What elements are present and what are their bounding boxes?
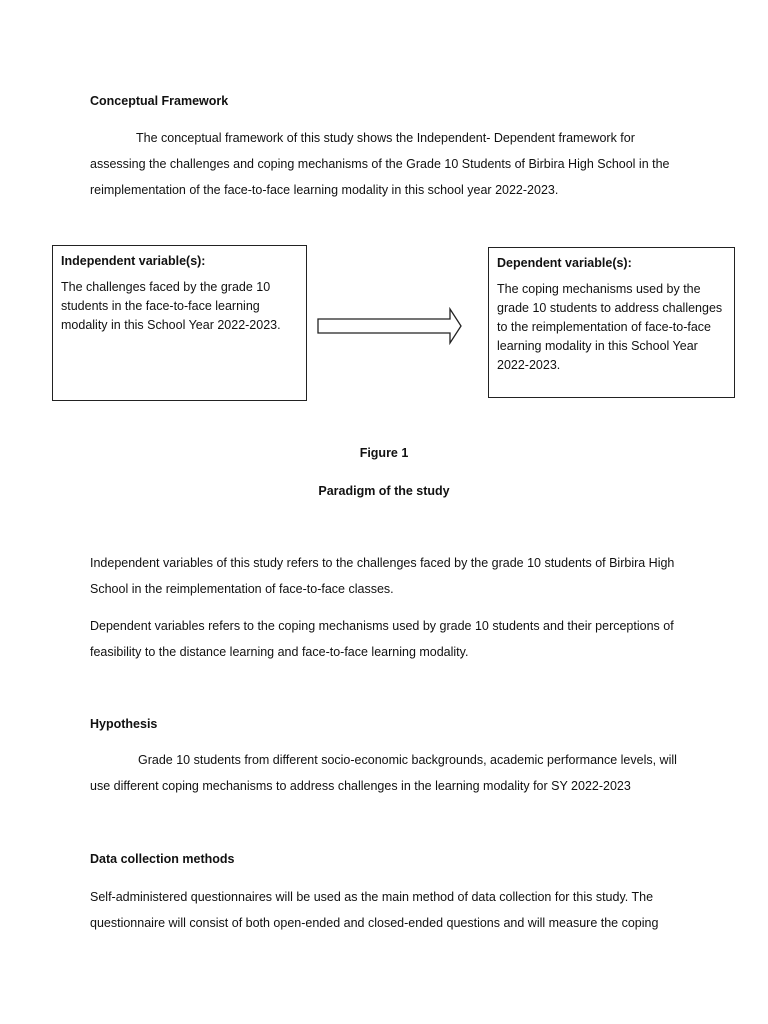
section-heading-conceptual-framework: Conceptual Framework: [90, 94, 229, 108]
dependent-variable-box: [488, 247, 735, 398]
hypothesis-paragraph: Grade 10 students from different socio-economic backgrounds, academic performance levels, will use different coping mechanisms to address challenges in the learning modality for SY 2022-2023: [90, 753, 677, 793]
dependent-variables-paragraph: Dependent variables refers to the coping mechanisms used by grade 10 students and their perceptions of feasibility to the distance learning and face-to-face learning modality.: [90, 619, 674, 659]
independent-variable-title: Independent variable(s):: [61, 254, 206, 268]
section-heading-data-collection: Data collection methods: [90, 852, 235, 866]
independent-variable-body: The challenges faced by the grade 10 students in the face-to-face learning modality in this School Year 2022-2023.: [61, 280, 281, 332]
data-collection-paragraph: Self-administered questionnaires will be used as the main method of data collection for this study. The questionnaire will consist of both open-ended and closed-ended questions and will measure the coping: [90, 890, 659, 930]
dependent-variable-body: The coping mechanisms used by the grade 10 students to address challenges to the reimplementation of face-to-face learning modality in this School Year 2022-2023.: [497, 282, 723, 372]
arrow-right-icon: [316, 307, 464, 345]
conceptual-framework-paragraph: The conceptual framework of this study shows the Independent- Dependent framework for assessing the challenges and coping mechanisms of the Grade 10 Students of Birbira High School in the reimplementation of the face-to-face learning modality in this school year 2022-2023.: [90, 131, 670, 197]
independent-variable-box: [52, 245, 307, 401]
section-heading-hypothesis: Hypothesis: [90, 717, 158, 731]
independent-variables-paragraph: Independent variables of this study refers to the challenges faced by the grade 10 students of Birbira High School in the reimplementation of face-to-face classes.: [90, 556, 675, 596]
figure-label: Figure 1: [359, 446, 409, 460]
figure-caption: Paradigm of the study: [318, 484, 450, 498]
dependent-variable-title: Dependent variable(s):: [497, 256, 632, 270]
